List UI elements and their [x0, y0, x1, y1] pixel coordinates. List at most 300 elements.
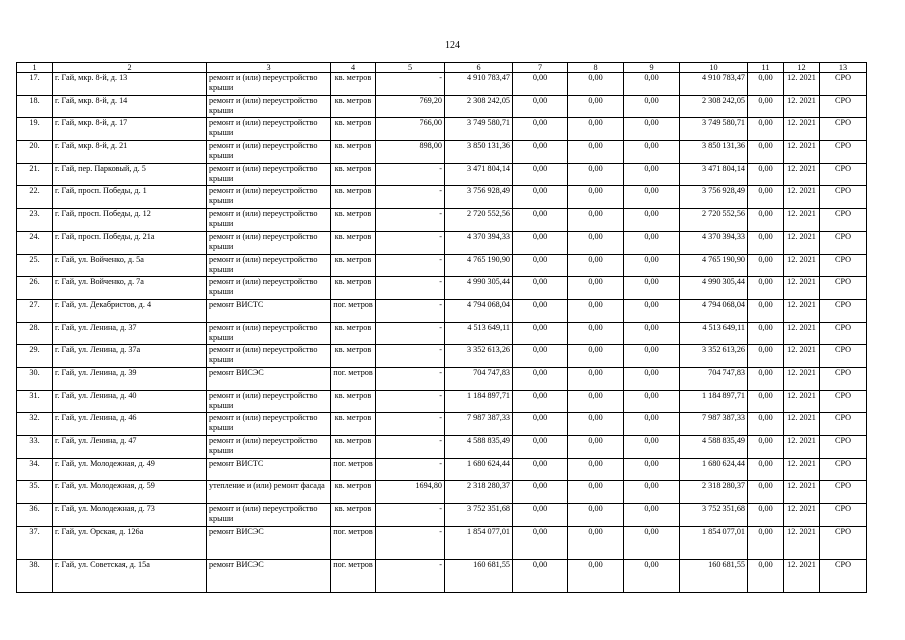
local-budget-cell: 0,00 — [624, 95, 680, 118]
area-cell: - — [376, 231, 445, 254]
method-cell: СРО — [820, 458, 867, 481]
owner-funds-cell: 4 588 835,49 — [680, 436, 748, 459]
regional-budget-cell: 0,00 — [568, 390, 624, 413]
total-cost-cell: 160 681,55 — [445, 559, 513, 592]
owner-funds-cell: 3 752 351,68 — [680, 504, 748, 527]
method-cell: СРО — [820, 390, 867, 413]
address-cell: г. Гай, мкр. 8-й, д. 17 — [53, 118, 207, 141]
table-row — [17, 95, 867, 118]
deadline-cell: 12. 2021 — [784, 209, 820, 232]
local-budget-cell: 0,00 — [624, 345, 680, 368]
owner-funds-cell: 3 749 580,71 — [680, 118, 748, 141]
fund-cost-cell: 0,00 — [513, 254, 568, 277]
local-budget-cell: 0,00 — [624, 118, 680, 141]
work-type-cell: ремонт и (или) переустройство крыши — [207, 209, 331, 232]
column-number: 7 — [513, 63, 568, 73]
deadline-cell: 12. 2021 — [784, 231, 820, 254]
unit-cell: кв. метров — [331, 413, 376, 436]
other-funds-cell: 0,00 — [748, 413, 784, 436]
fund-cost-cell: 0,00 — [513, 231, 568, 254]
total-cost-cell: 3 752 351,68 — [445, 504, 513, 527]
owner-funds-cell: 1 680 624,44 — [680, 458, 748, 481]
work-type-cell: ремонт и (или) переустройство крыши — [207, 390, 331, 413]
column-number: 1 — [17, 63, 53, 73]
deadline-cell: 12. 2021 — [784, 186, 820, 209]
other-funds-cell: 0,00 — [748, 322, 784, 345]
other-funds-cell: 0,00 — [748, 345, 784, 368]
local-budget-cell: 0,00 — [624, 526, 680, 559]
total-cost-cell: 4 513 649,11 — [445, 322, 513, 345]
work-type-cell: ремонт и (или) переустройство крыши — [207, 186, 331, 209]
local-budget-cell: 0,00 — [624, 458, 680, 481]
unit-cell: кв. метров — [331, 209, 376, 232]
total-cost-cell: 704 747,83 — [445, 367, 513, 390]
address-cell: г. Гай, просп. Победы, д. 1 — [53, 186, 207, 209]
total-cost-cell: 4 794 068,04 — [445, 299, 513, 322]
unit-cell: кв. метров — [331, 141, 376, 164]
method-cell: СРО — [820, 299, 867, 322]
table-row — [17, 299, 867, 322]
column-number: 11 — [748, 63, 784, 73]
table-row — [17, 118, 867, 141]
other-funds-cell: 0,00 — [748, 231, 784, 254]
column-number: 3 — [207, 63, 331, 73]
work-type-cell: ремонт ВИСЭС — [207, 526, 331, 559]
other-funds-cell: 0,00 — [748, 436, 784, 459]
work-type-cell: ремонт и (или) переустройство крыши — [207, 504, 331, 527]
unit-cell: кв. метров — [331, 481, 376, 504]
row-number-cell: 21. — [17, 163, 53, 186]
regional-budget-cell: 0,00 — [568, 231, 624, 254]
total-cost-cell: 1 680 624,44 — [445, 458, 513, 481]
method-cell: СРО — [820, 254, 867, 277]
local-budget-cell: 0,00 — [624, 299, 680, 322]
other-funds-cell: 0,00 — [748, 254, 784, 277]
other-funds-cell: 0,00 — [748, 526, 784, 559]
owner-funds-cell: 704 747,83 — [680, 367, 748, 390]
area-cell: - — [376, 322, 445, 345]
work-type-cell: ремонт и (или) переустройство крыши — [207, 254, 331, 277]
fund-cost-cell: 0,00 — [513, 367, 568, 390]
area-cell: - — [376, 299, 445, 322]
regional-budget-cell: 0,00 — [568, 322, 624, 345]
total-cost-cell: 3 749 580,71 — [445, 118, 513, 141]
work-type-cell: ремонт и (или) переустройство крыши — [207, 277, 331, 300]
other-funds-cell: 0,00 — [748, 118, 784, 141]
fund-cost-cell: 0,00 — [513, 390, 568, 413]
fund-cost-cell: 0,00 — [513, 345, 568, 368]
capital-repair-table — [16, 62, 867, 593]
row-number-cell: 23. — [17, 209, 53, 232]
regional-budget-cell: 0,00 — [568, 299, 624, 322]
area-cell: - — [376, 345, 445, 368]
row-number-cell: 19. — [17, 118, 53, 141]
other-funds-cell: 0,00 — [748, 458, 784, 481]
method-cell: СРО — [820, 559, 867, 592]
local-budget-cell: 0,00 — [624, 481, 680, 504]
address-cell: г. Гай, ул. Ленина, д. 47 — [53, 436, 207, 459]
regional-budget-cell: 0,00 — [568, 504, 624, 527]
local-budget-cell: 0,00 — [624, 186, 680, 209]
unit-cell: кв. метров — [331, 322, 376, 345]
method-cell: СРО — [820, 231, 867, 254]
address-cell: г. Гай, ул. Ленина, д. 37а — [53, 345, 207, 368]
fund-cost-cell: 0,00 — [513, 186, 568, 209]
work-type-cell: ремонт и (или) переустройство крыши — [207, 436, 331, 459]
address-cell: г. Гай, ул. Войченко, д. 5а — [53, 254, 207, 277]
work-type-cell: ремонт и (или) переустройство крыши — [207, 95, 331, 118]
regional-budget-cell: 0,00 — [568, 141, 624, 164]
fund-cost-cell: 0,00 — [513, 73, 568, 96]
method-cell: СРО — [820, 413, 867, 436]
row-number-cell: 34. — [17, 458, 53, 481]
regional-budget-cell: 0,00 — [568, 559, 624, 592]
owner-funds-cell: 4 513 649,11 — [680, 322, 748, 345]
local-budget-cell: 0,00 — [624, 73, 680, 96]
unit-cell: кв. метров — [331, 186, 376, 209]
column-number: 8 — [568, 63, 624, 73]
method-cell: СРО — [820, 504, 867, 527]
local-budget-cell: 0,00 — [624, 504, 680, 527]
local-budget-cell: 0,00 — [624, 277, 680, 300]
local-budget-cell: 0,00 — [624, 413, 680, 436]
row-number-cell: 24. — [17, 231, 53, 254]
method-cell: СРО — [820, 95, 867, 118]
work-type-cell: ремонт и (или) переустройство крыши — [207, 345, 331, 368]
table-row — [17, 163, 867, 186]
area-cell: - — [376, 73, 445, 96]
owner-funds-cell: 4 910 783,47 — [680, 73, 748, 96]
area-cell: 769,20 — [376, 95, 445, 118]
deadline-cell: 12. 2021 — [784, 345, 820, 368]
local-budget-cell: 0,00 — [624, 254, 680, 277]
address-cell: г. Гай, мкр. 8-й, д. 14 — [53, 95, 207, 118]
fund-cost-cell: 0,00 — [513, 118, 568, 141]
deadline-cell: 12. 2021 — [784, 367, 820, 390]
local-budget-cell: 0,00 — [624, 231, 680, 254]
owner-funds-cell: 4 794 068,04 — [680, 299, 748, 322]
fund-cost-cell: 0,00 — [513, 322, 568, 345]
address-cell: г. Гай, ул. Декабристов, д. 4 — [53, 299, 207, 322]
work-type-cell: ремонт и (или) переустройство крыши — [207, 73, 331, 96]
regional-budget-cell: 0,00 — [568, 345, 624, 368]
row-number-cell: 22. — [17, 186, 53, 209]
area-cell: - — [376, 436, 445, 459]
owner-funds-cell: 3 352 613,26 — [680, 345, 748, 368]
local-budget-cell: 0,00 — [624, 559, 680, 592]
local-budget-cell: 0,00 — [624, 209, 680, 232]
local-budget-cell: 0,00 — [624, 390, 680, 413]
other-funds-cell: 0,00 — [748, 95, 784, 118]
fund-cost-cell: 0,00 — [513, 436, 568, 459]
area-cell: - — [376, 254, 445, 277]
area-cell: - — [376, 367, 445, 390]
column-number: 4 — [331, 63, 376, 73]
work-type-cell: ремонт ВИСЭС — [207, 559, 331, 592]
row-number-cell: 28. — [17, 322, 53, 345]
total-cost-cell: 2 308 242,05 — [445, 95, 513, 118]
address-cell: г. Гай, пер. Парковый, д. 5 — [53, 163, 207, 186]
work-type-cell: ремонт ВИСТС — [207, 299, 331, 322]
column-number-row — [17, 63, 867, 73]
regional-budget-cell: 0,00 — [568, 73, 624, 96]
unit-cell: кв. метров — [331, 163, 376, 186]
column-number: 13 — [820, 63, 867, 73]
local-budget-cell: 0,00 — [624, 436, 680, 459]
other-funds-cell: 0,00 — [748, 299, 784, 322]
total-cost-cell: 4 990 305,44 — [445, 277, 513, 300]
total-cost-cell: 3 756 928,49 — [445, 186, 513, 209]
row-number-cell: 29. — [17, 345, 53, 368]
fund-cost-cell: 0,00 — [513, 299, 568, 322]
deadline-cell: 12. 2021 — [784, 390, 820, 413]
row-number-cell: 31. — [17, 390, 53, 413]
table-row — [17, 345, 867, 368]
other-funds-cell: 0,00 — [748, 504, 784, 527]
row-number-cell: 18. — [17, 95, 53, 118]
area-cell: - — [376, 559, 445, 592]
regional-budget-cell: 0,00 — [568, 186, 624, 209]
table-row — [17, 436, 867, 459]
address-cell: г. Гай, просп. Победы, д. 12 — [53, 209, 207, 232]
total-cost-cell: 2 720 552,56 — [445, 209, 513, 232]
work-type-cell: ремонт и (или) переустройство крыши — [207, 141, 331, 164]
work-type-cell: ремонт ВИСЭС — [207, 367, 331, 390]
table-row — [17, 254, 867, 277]
total-cost-cell: 3 471 804,14 — [445, 163, 513, 186]
deadline-cell: 12. 2021 — [784, 254, 820, 277]
row-number-cell: 33. — [17, 436, 53, 459]
address-cell: г. Гай, ул. Молодежная, д. 73 — [53, 504, 207, 527]
address-cell: г. Гай, мкр. 8-й, д. 21 — [53, 141, 207, 164]
deadline-cell: 12. 2021 — [784, 413, 820, 436]
table-row — [17, 322, 867, 345]
address-cell: г. Гай, ул. Ленина, д. 39 — [53, 367, 207, 390]
column-number: 9 — [624, 63, 680, 73]
table-row — [17, 209, 867, 232]
area-cell: - — [376, 413, 445, 436]
address-cell: г. Гай, ул. Ленина, д. 46 — [53, 413, 207, 436]
table-row — [17, 526, 867, 559]
owner-funds-cell: 3 850 131,36 — [680, 141, 748, 164]
address-cell: г. Гай, мкр. 8-й, д. 13 — [53, 73, 207, 96]
owner-funds-cell: 3 471 804,14 — [680, 163, 748, 186]
table-row — [17, 504, 867, 527]
other-funds-cell: 0,00 — [748, 163, 784, 186]
column-number: 12 — [784, 63, 820, 73]
deadline-cell: 12. 2021 — [784, 73, 820, 96]
row-number-cell: 35. — [17, 481, 53, 504]
unit-cell: кв. метров — [331, 254, 376, 277]
other-funds-cell: 0,00 — [748, 141, 784, 164]
deadline-cell: 12. 2021 — [784, 118, 820, 141]
owner-funds-cell: 7 987 387,33 — [680, 413, 748, 436]
table-row — [17, 186, 867, 209]
deadline-cell: 12. 2021 — [784, 559, 820, 592]
regional-budget-cell: 0,00 — [568, 458, 624, 481]
fund-cost-cell: 0,00 — [513, 458, 568, 481]
method-cell: СРО — [820, 209, 867, 232]
other-funds-cell: 0,00 — [748, 367, 784, 390]
table-row — [17, 559, 867, 592]
method-cell: СРО — [820, 118, 867, 141]
column-number: 2 — [53, 63, 207, 73]
deadline-cell: 12. 2021 — [784, 458, 820, 481]
unit-cell: пог. метров — [331, 299, 376, 322]
row-number-cell: 26. — [17, 277, 53, 300]
regional-budget-cell: 0,00 — [568, 277, 624, 300]
deadline-cell: 12. 2021 — [784, 322, 820, 345]
regional-budget-cell: 0,00 — [568, 526, 624, 559]
column-number: 10 — [680, 63, 748, 73]
table-row — [17, 141, 867, 164]
unit-cell: кв. метров — [331, 345, 376, 368]
unit-cell: пог. метров — [331, 526, 376, 559]
regional-budget-cell: 0,00 — [568, 481, 624, 504]
area-cell: 766,00 — [376, 118, 445, 141]
total-cost-cell: 7 987 387,33 — [445, 413, 513, 436]
fund-cost-cell: 0,00 — [513, 141, 568, 164]
total-cost-cell: 3 850 131,36 — [445, 141, 513, 164]
row-number-cell: 38. — [17, 559, 53, 592]
method-cell: СРО — [820, 345, 867, 368]
address-cell: г. Гай, ул. Орская, д. 126а — [53, 526, 207, 559]
method-cell: СРО — [820, 277, 867, 300]
method-cell: СРО — [820, 73, 867, 96]
total-cost-cell: 1 854 077,01 — [445, 526, 513, 559]
table-row — [17, 390, 867, 413]
other-funds-cell: 0,00 — [748, 277, 784, 300]
owner-funds-cell: 2 720 552,56 — [680, 209, 748, 232]
method-cell: СРО — [820, 141, 867, 164]
other-funds-cell: 0,00 — [748, 209, 784, 232]
owner-funds-cell: 1 854 077,01 — [680, 526, 748, 559]
other-funds-cell: 0,00 — [748, 390, 784, 413]
unit-cell: кв. метров — [331, 118, 376, 141]
column-number: 5 — [376, 63, 445, 73]
unit-cell: кв. метров — [331, 73, 376, 96]
area-cell: - — [376, 458, 445, 481]
owner-funds-cell: 1 184 897,71 — [680, 390, 748, 413]
row-number-cell: 36. — [17, 504, 53, 527]
owner-funds-cell: 3 756 928,49 — [680, 186, 748, 209]
total-cost-cell: 4 910 783,47 — [445, 73, 513, 96]
owner-funds-cell: 160 681,55 — [680, 559, 748, 592]
table-row — [17, 458, 867, 481]
fund-cost-cell: 0,00 — [513, 413, 568, 436]
local-budget-cell: 0,00 — [624, 367, 680, 390]
table-body — [17, 73, 867, 593]
fund-cost-cell: 0,00 — [513, 163, 568, 186]
regional-budget-cell: 0,00 — [568, 95, 624, 118]
table-row — [17, 231, 867, 254]
regional-budget-cell: 0,00 — [568, 413, 624, 436]
row-number-cell: 37. — [17, 526, 53, 559]
owner-funds-cell: 2 318 280,37 — [680, 481, 748, 504]
unit-cell: кв. метров — [331, 95, 376, 118]
fund-cost-cell: 0,00 — [513, 526, 568, 559]
work-type-cell: ремонт ВИСТС — [207, 458, 331, 481]
area-cell: - — [376, 163, 445, 186]
regional-budget-cell: 0,00 — [568, 163, 624, 186]
unit-cell: кв. метров — [331, 504, 376, 527]
area-cell: 1694,80 — [376, 481, 445, 504]
area-cell: - — [376, 504, 445, 527]
regional-budget-cell: 0,00 — [568, 367, 624, 390]
table-row — [17, 413, 867, 436]
regional-budget-cell: 0,00 — [568, 254, 624, 277]
address-cell: г. Гай, ул. Ленина, д. 37 — [53, 322, 207, 345]
address-cell: г. Гай, ул. Молодежная, д. 59 — [53, 481, 207, 504]
unit-cell: кв. метров — [331, 390, 376, 413]
other-funds-cell: 0,00 — [748, 559, 784, 592]
total-cost-cell: 4 588 835,49 — [445, 436, 513, 459]
unit-cell: кв. метров — [331, 277, 376, 300]
total-cost-cell: 3 352 613,26 — [445, 345, 513, 368]
page-number: 124 — [445, 40, 460, 51]
row-number-cell: 20. — [17, 141, 53, 164]
fund-cost-cell: 0,00 — [513, 95, 568, 118]
area-cell: - — [376, 390, 445, 413]
method-cell: СРО — [820, 163, 867, 186]
table-row — [17, 367, 867, 390]
address-cell: г. Гай, ул. Войченко, д. 7а — [53, 277, 207, 300]
unit-cell: кв. метров — [331, 231, 376, 254]
total-cost-cell: 1 184 897,71 — [445, 390, 513, 413]
regional-budget-cell: 0,00 — [568, 436, 624, 459]
deadline-cell: 12. 2021 — [784, 299, 820, 322]
row-number-cell: 32. — [17, 413, 53, 436]
area-cell: - — [376, 186, 445, 209]
address-cell: г. Гай, ул. Молодежная, д. 49 — [53, 458, 207, 481]
address-cell: г. Гай, ул. Советская, д. 15а — [53, 559, 207, 592]
work-type-cell: ремонт и (или) переустройство крыши — [207, 413, 331, 436]
table-row — [17, 277, 867, 300]
fund-cost-cell: 0,00 — [513, 559, 568, 592]
local-budget-cell: 0,00 — [624, 141, 680, 164]
row-number-cell: 17. — [17, 73, 53, 96]
deadline-cell: 12. 2021 — [784, 436, 820, 459]
owner-funds-cell: 4 765 190,90 — [680, 254, 748, 277]
owner-funds-cell: 4 990 305,44 — [680, 277, 748, 300]
local-budget-cell: 0,00 — [624, 163, 680, 186]
work-type-cell: ремонт и (или) переустройство крыши — [207, 231, 331, 254]
local-budget-cell: 0,00 — [624, 322, 680, 345]
fund-cost-cell: 0,00 — [513, 504, 568, 527]
total-cost-cell: 4 370 394,33 — [445, 231, 513, 254]
fund-cost-cell: 0,00 — [513, 481, 568, 504]
method-cell: СРО — [820, 186, 867, 209]
method-cell: СРО — [820, 481, 867, 504]
deadline-cell: 12. 2021 — [784, 95, 820, 118]
table-row — [17, 73, 867, 96]
row-number-cell: 25. — [17, 254, 53, 277]
regional-budget-cell: 0,00 — [568, 118, 624, 141]
method-cell: СРО — [820, 322, 867, 345]
column-number: 6 — [445, 63, 513, 73]
total-cost-cell: 2 318 280,37 — [445, 481, 513, 504]
work-type-cell: ремонт и (или) переустройство крыши — [207, 322, 331, 345]
address-cell: г. Гай, просп. Победы, д. 21а — [53, 231, 207, 254]
other-funds-cell: 0,00 — [748, 481, 784, 504]
work-type-cell: ремонт и (или) переустройство крыши — [207, 163, 331, 186]
work-type-cell: ремонт и (или) переустройство крыши — [207, 118, 331, 141]
fund-cost-cell: 0,00 — [513, 277, 568, 300]
unit-cell: пог. метров — [331, 458, 376, 481]
method-cell: СРО — [820, 436, 867, 459]
row-number-cell: 27. — [17, 299, 53, 322]
method-cell: СРО — [820, 526, 867, 559]
